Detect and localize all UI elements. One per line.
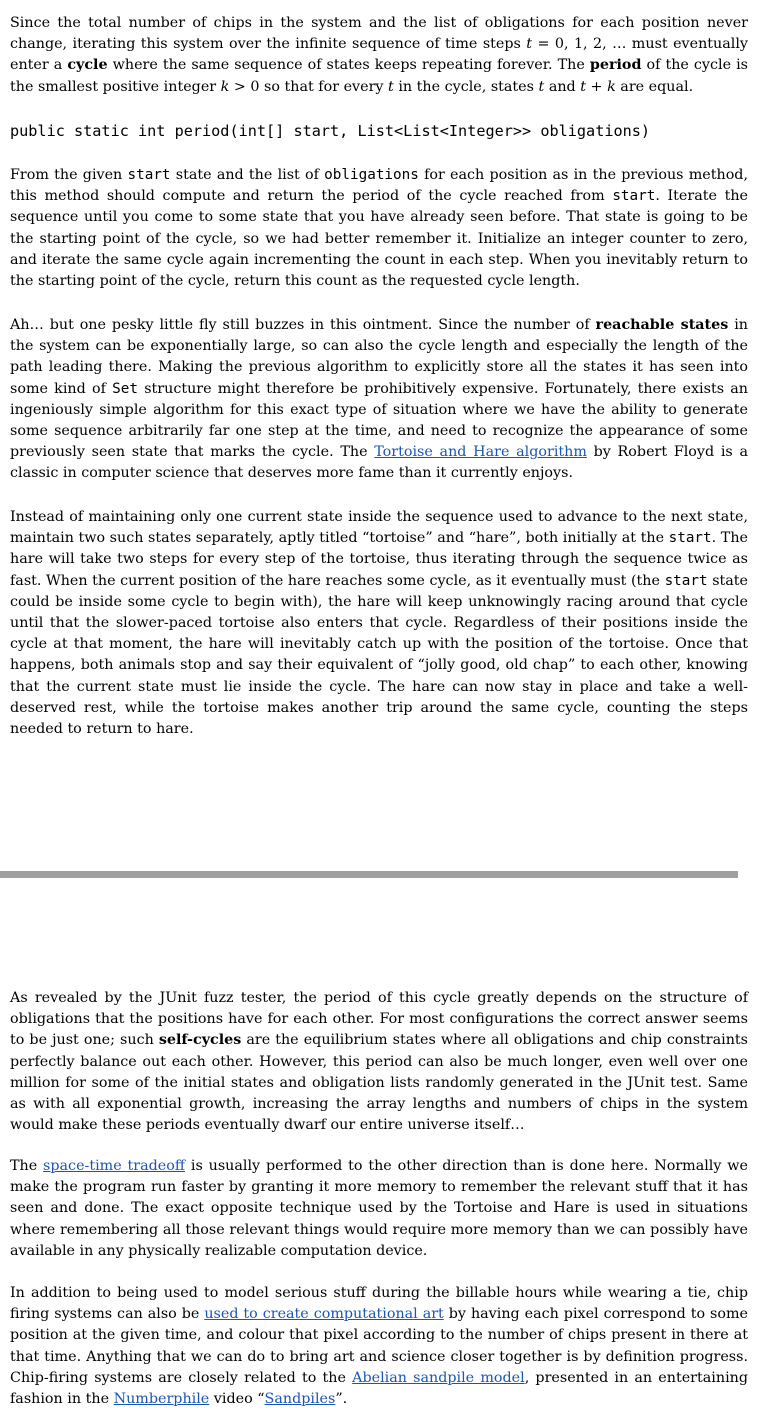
paragraph-period-method: From the given start state and the list of obligations for each position as in the previous method, this method should compute and return the period of the cycle reached from start. Iterate the sequence until you come to some state that you have already seen before. That state is going to be the starting point of the cycle, so we had better remember it. Initialize an integer counter to zero, and iterate the same cycle again incrementing the count in each step. When you inevitably return to the starting point of the cycle, return this count as the requested cycle length. xyxy=(10,167,749,290)
page-divider xyxy=(0,871,738,878)
code-start: start xyxy=(127,167,171,183)
code-start: start xyxy=(668,530,712,547)
code-start: start xyxy=(664,572,708,589)
code-set: Set xyxy=(112,380,138,397)
code-obligations: obligations xyxy=(324,167,419,183)
paragraph-space-time: The space-time tradeoff is usually performed to the other direction than is done here. Normally we make the program run faster by granting it more memory to remember the relevant stuff that it has seen and done. The exact opposite technique used by the Tortoise and Hare is used in situations where remembering all those relevant things would require more memory than we can possibly have available in any physically realizable computation device. xyxy=(10,1158,748,1259)
term-period: period xyxy=(589,57,642,74)
paragraph-cycle-definition: Since the total number of chips in the system and the list of obligations for each position never change, iterating this system over the infinite sequence of time steps t = 0, 1, 2, … must eventually enter a cycle where the same sequence of states keeps repeating forever. The period of the cycle is the smallest positive integer k > 0 so that for every t in the cycle, states t and t + k are equal. xyxy=(10,15,748,95)
paragraph-reachable-states: Ah… but one pesky little fly still buzzes in this ointment. Since the number of reachable states in the system can be exponentially large, so can also the cycle length and especially the length of the path leading there. Making the previous algorithm to explicitly store all the states it has seen into some kind of Set structure might therefore be prohibitively expensive. Fortunately, there exists an ingeniously simple algorithm for this exact type of situation where we have the ability to generate some sequence arbitrarily far one step at the time, and need to recognize the appearance of some previously seen state that marks the cycle. The Tortoise and Hare algorithm by Robert Floyd is a classic in computer science that deserves more fame than it currently enjoys. xyxy=(10,317,748,482)
term-cycle: cycle xyxy=(67,57,108,74)
link-computational-art[interactable]: used to create computational art xyxy=(204,1306,444,1323)
link-numberphile[interactable]: Numberphile xyxy=(113,1391,210,1408)
method-signature-code: public static int period(int[] start, List<List<Integer>> obligations) xyxy=(10,122,651,140)
link-abelian-sandpile[interactable]: Abelian sandpile model xyxy=(352,1369,525,1386)
paragraph-fuzz-tester: As revealed by the JUnit fuzz tester, the period of this cycle greatly depends on the structure of obligations that the positions have for each other. For most configurations the correct answer seems to be just one; such self-cycles are the equilibrium states where all obligations and chip constraints perfectly balance out each other. However, this period can also be much longer, even well over one million for some of the initial states and obligation lists randomly generated in the JUnit test. Same as with all exponential growth, increasing the array lengths and numbers of chips in the system would make these periods eventually dwarf our entire universe itself… xyxy=(10,990,748,1134)
paragraph-tortoise-hare: Instead of maintaining only one current state inside the sequence used to advance to the next state, maintain two such states separately, aptly titled “tortoise” and “hare”, both initially at the start. The hare will take two steps for every step of the tortoise, thus iterating through the sequence twice as fast. When the current position of the hare reaches some cycle, as it eventually must (the start state could be inside some cycle to begin with), the hare will keep unknowingly racing around that cycle until that the slower-paced tortoise also enters that cycle. Regardless of their positions inside the cycle at that moment, the hare will inevitably catch up with the position of the tortoise. Once that happens, both animals stop and say their equivalent of “jolly good, old chap” to each other, knowing that the current state must lie inside the cycle. The hare can now stay in place and take a well-deserved rest, while the tortoise makes another trip around the same cycle, counting the steps needed to return to hare. xyxy=(10,509,749,738)
term-self-cycles: self-cycles xyxy=(158,1032,242,1049)
link-space-time-tradeoff[interactable]: space-time tradeoff xyxy=(43,1158,186,1174)
link-sandpiles-video[interactable]: Sandpiles xyxy=(264,1391,336,1408)
code-start: start xyxy=(612,188,656,205)
link-tortoise-and-hare[interactable]: Tortoise and Hare algorithm xyxy=(374,444,587,461)
term-reachable-states: reachable states xyxy=(595,317,729,333)
paragraph-computational-art: In addition to being used to model serious stuff during the billable hours while wearing a tie, chip firing systems can also be used to create computational art by having each pixel correspond to some position at the given time, and colour that pixel according to the number of chips present in there at that time. Anything that we can do to bring art and science closer together is by definition progress. Chip-firing systems are closely related to the Abelian sandpile model, presented in an entertaining fashion in the Numberphile video “Sandpiles”. xyxy=(10,1285,749,1408)
